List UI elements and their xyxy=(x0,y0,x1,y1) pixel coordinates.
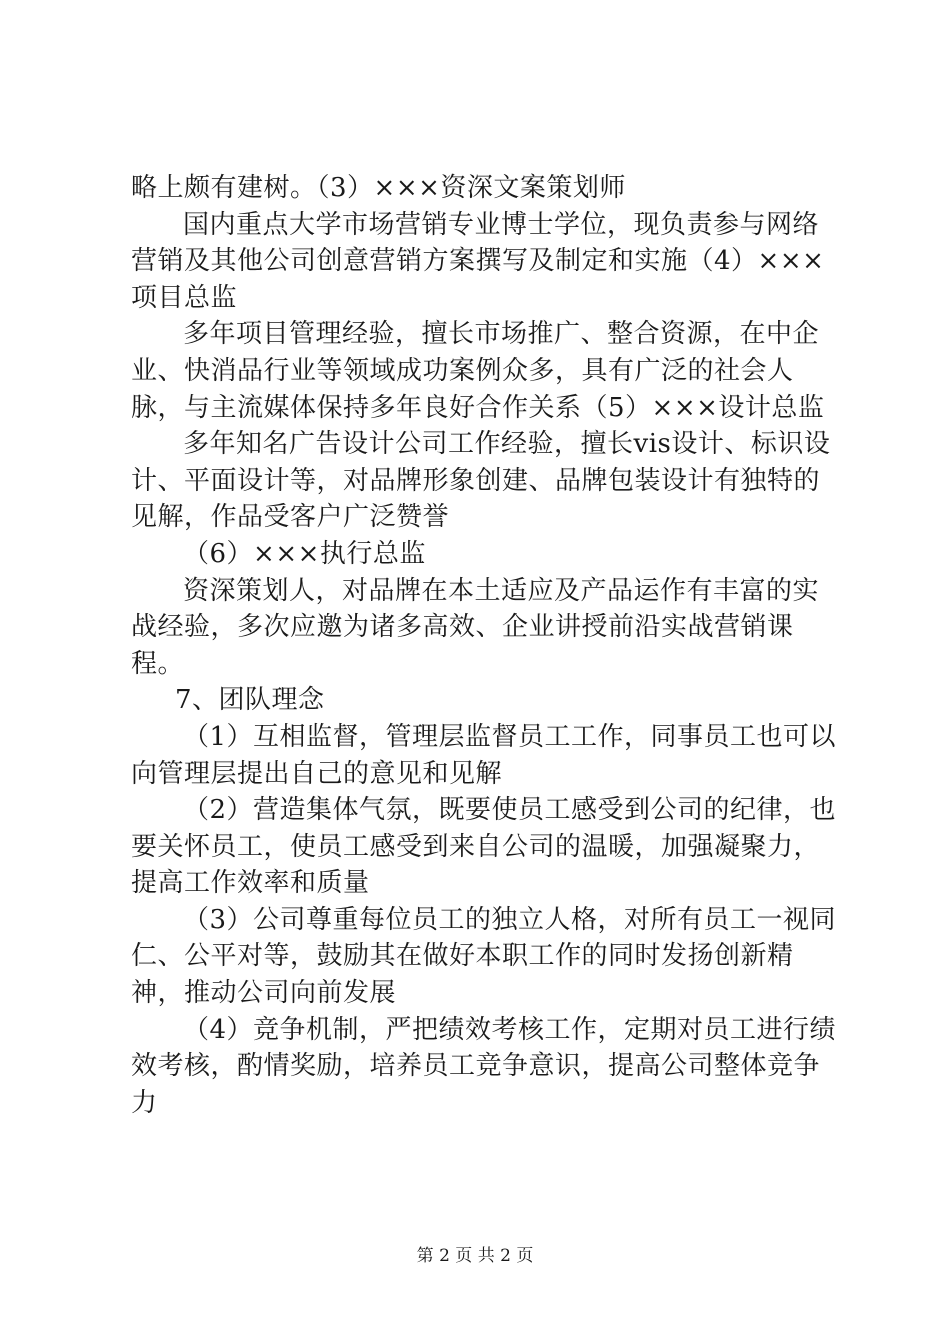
paragraph-project-director-bio: 多年项目管理经验，擅长市场推广、整合资源，在中企业、快消品行业等领域成功案例众多，具有广泛的社会人脉，与主流媒体保持多年良好合作关系（5）×××设计总监 xyxy=(131,319,825,423)
heading-executive-director: （6）×××执行总监 xyxy=(183,538,426,569)
list-item-competition-mechanism: （4）竞争机制，严把绩效考核工作，定期对员工进行绩效考核，酌情奖励，培养员工竞争意识，提高公司整体竞争力 xyxy=(131,1014,837,1118)
list-item-collective-atmosphere: （2）营造集体气氛，既要使员工感受到公司的纪律，也要关怀员工，使员工感受到来自公司的温暖，加强凝聚力，提高工作效率和质量 xyxy=(131,795,837,899)
document-body xyxy=(131,170,841,1121)
paragraph-design-director-bio: 多年知名广告设计公司工作经验，擅长vis设计、标识设计、平面设计等，对品牌形象创建、品牌包装设计有独特的见解，作品受客户广泛赞誉 xyxy=(131,429,831,533)
list-item-respect-employees: （3）公司尊重每位员工的独立人格，对所有员工一视同仁、公平对等，鼓励其在做好本职工作的同时发扬创新精神，推动公司向前发展 xyxy=(131,904,837,1009)
page-number-footer: 第 2 页 共 2 页 xyxy=(416,1246,534,1266)
section-heading-team-philosophy: 7、团队理念 xyxy=(175,685,325,716)
paragraph-copywriter-bio: 国内重点大学市场营销专业博士学位，现负责参与网络营销及其他公司创意营销方案撰写及制定和实施（4）×××项目总监 xyxy=(131,209,825,313)
paragraph-executive-director-bio: 资深策划人，对品牌在本土适应及产品运作有丰富的实战经验，多次应邀为诸多高效、企业讲授前沿实战营销课程。 xyxy=(131,575,820,679)
list-item-mutual-supervision: （1）互相监督，管理层监督员工工作，同事员工也可以向管理层提出自己的意见和见解 xyxy=(131,721,837,789)
paragraph-continuation: 略上颇有建树。（3）×××资深文案策划师 xyxy=(131,173,626,203)
